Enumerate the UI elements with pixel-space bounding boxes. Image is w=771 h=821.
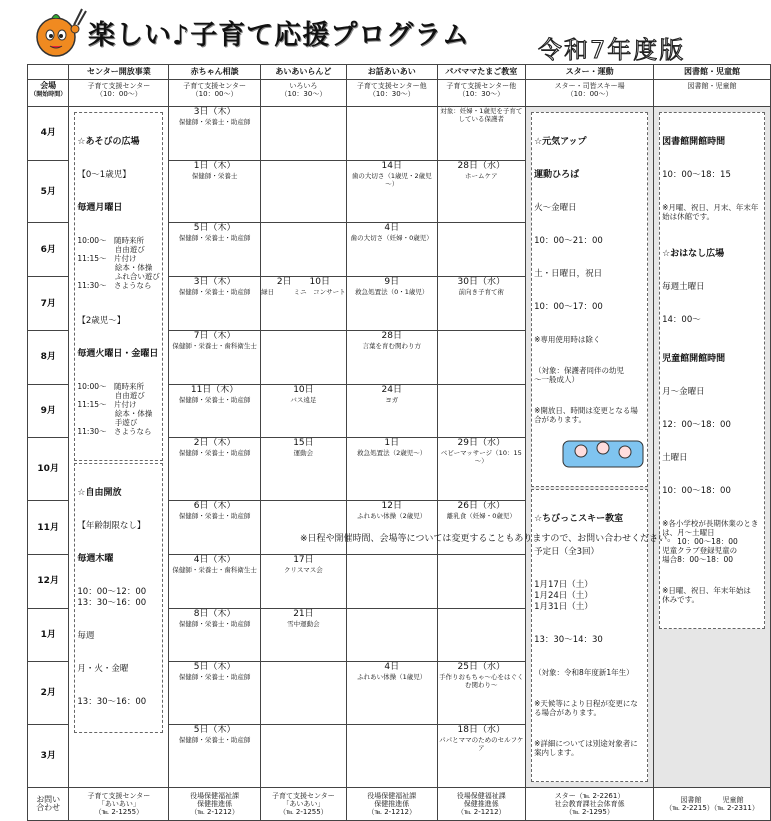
ohanashi-cell — [347, 501, 438, 555]
asobi-age: 【0～1歳児】 — [77, 170, 131, 180]
month-label: 12月 — [28, 554, 69, 608]
star-column — [526, 107, 654, 788]
venue-label-cell — [28, 80, 69, 107]
akachan-cell — [169, 554, 260, 608]
ski-target: （対象：令和8年度新1年生） — [534, 668, 634, 677]
papamama-cell — [437, 725, 526, 788]
col-header: スター・運動 — [526, 65, 654, 80]
akachan-note: 保健師・栄養士・助産師 — [178, 512, 251, 521]
ohanashi-date: 4日 — [384, 662, 400, 673]
akachan-date: 8日（木） — [193, 608, 236, 619]
jidokan-sat-hours: 10：00～18：00 — [662, 486, 731, 496]
akachan-date: 1日（木） — [193, 160, 236, 171]
papamama-note: ホームケア — [465, 171, 498, 180]
aiai-note: バス遠足 — [290, 395, 317, 404]
schedule-table — [27, 64, 771, 821]
papamama-cell — [437, 330, 526, 384]
ohanashi-note: 救急処置法（0・1歳児） — [355, 288, 429, 297]
jidokan-holiday-note: ※各小学校が長期休業のとき は、月～土曜日 10：00～18：00 児童クラブ登録児童の 場合8：00～18：00 — [662, 519, 759, 564]
genki-hours1: 10：00～21：00 — [534, 236, 603, 246]
papamama-date: 26日（水） — [457, 501, 505, 512]
ohanashi-cell — [347, 554, 438, 608]
papamama-cell — [437, 384, 526, 438]
akachan-note: 保健師・栄養士・歯科衛生士 — [172, 341, 257, 350]
aiai-note: 運動会 — [293, 449, 314, 458]
akachan-note: 保健師・栄養士・助産師 — [178, 673, 251, 682]
aiai-cell — [260, 330, 346, 384]
aiai-note: クリスマス会 — [284, 565, 323, 574]
library-hours-title: 図書館開館時間 — [662, 137, 726, 147]
col-header: パパママたまご教室 — [437, 65, 526, 80]
ohanashi-note: ヨガ — [385, 395, 399, 404]
jidokan-sat: 土曜日 — [662, 453, 688, 463]
genki-days2: 土・日曜日，祝日 — [534, 269, 603, 279]
asobi2-age: 【2歳児～】 — [77, 316, 126, 326]
aiai-cell — [260, 160, 346, 223]
akachan-date: 3日（木） — [193, 277, 236, 288]
jidokan-hours-title: 児童館開館時間 — [662, 354, 726, 364]
ohanashi-cell — [347, 107, 438, 161]
akachan-note: 保健師・栄養士・助産師 — [178, 118, 251, 126]
venue-cell: 子育て支援センター他 （10：30～） — [437, 80, 526, 107]
akachan-cell — [169, 501, 260, 555]
aiai-cell — [260, 384, 346, 438]
contact-label: お問い 合わせ — [28, 788, 69, 821]
col-header: センター開放事業 — [69, 65, 169, 80]
library-hours: 10：00～18：15 — [662, 170, 731, 180]
ohanashi-date: 28日 — [381, 330, 402, 341]
ohanashi-cell — [347, 160, 438, 223]
program-title: 楽しい♪子育て応援プログラム — [88, 20, 470, 51]
aiai-note: 雪中運動会 — [287, 619, 320, 628]
akachan-date: 4日（木） — [193, 554, 236, 565]
aiai-cell — [260, 501, 346, 555]
papamama-date: 25日（水） — [457, 662, 505, 673]
month-rows — [28, 107, 771, 788]
free-open-title: ☆自由開放 — [77, 488, 122, 498]
genki-title: ☆元気アップ — [534, 137, 587, 147]
venue-cell: 子育て支援センター （10：00～） — [69, 80, 169, 107]
ohanashi-note: 言葉を育む関わり方 — [362, 341, 421, 350]
genki-change: ※開放日、時間は変更となる場 合があります。 — [534, 406, 638, 424]
ohanashi-date: 12日 — [381, 501, 402, 512]
aiai-note: 緑日 ミニ コンサート — [261, 288, 346, 297]
papamama-note: 離乳食（妊婦・0歳児） — [446, 512, 516, 521]
akachan-cell — [169, 277, 260, 331]
month-label: 6月 — [28, 223, 69, 277]
free-open-day: 毎週木曜 — [77, 554, 114, 564]
akachan-date: 5日（木） — [193, 223, 236, 234]
papamama-cell — [437, 501, 526, 555]
genki-hours2: 10：00～17：00 — [534, 302, 603, 312]
akachan-cell — [169, 438, 260, 501]
ohanashi-hiroba-time: 14：00～ — [662, 315, 701, 325]
ohanashi-date: 9日 — [384, 277, 400, 288]
akachan-date: 7日（木） — [193, 330, 236, 341]
month-label: 1月 — [28, 608, 69, 662]
ohanashi-note: ふれあい体操（2歳児） — [357, 512, 427, 521]
ohanashi-date: 14日 — [381, 160, 402, 171]
aiai-cell — [260, 107, 346, 161]
papamama-cell — [437, 554, 526, 608]
contact-cell: 役場保健福祉課 保健推進係 （℡ 2-1212） — [169, 788, 260, 821]
papamama-note: 前向き子育て術 — [458, 288, 505, 297]
contact-cell: 役場保健福祉課 保健推進係 （℡ 2-1212） — [347, 788, 438, 821]
contact-cell: 役場保健福祉課 保健推進係 （℡ 2-1212） — [437, 788, 526, 821]
month-label: 4月 — [28, 107, 69, 161]
free-open-hours2: 13：30～16：00 — [77, 697, 147, 707]
ohanashi-cell — [347, 384, 438, 438]
papamama-date: 30日（水） — [457, 277, 505, 288]
ohanashi-hiroba-day: 毎週土曜日 — [662, 282, 705, 292]
aiai-cell — [260, 608, 346, 662]
month-label: 5月 — [28, 160, 69, 223]
year-label: 令和7年度版 — [538, 36, 686, 64]
aiai-cell — [260, 554, 346, 608]
venue-cell: スター・司皆スキー場 （10：00～） — [526, 80, 654, 107]
month-row — [28, 107, 771, 161]
akachan-cell — [169, 384, 260, 438]
akachan-date: 6日（木） — [193, 501, 236, 512]
venue-cell: 子育て支援センター （10：00～） — [169, 80, 260, 107]
venue-label: 会場 — [40, 81, 57, 90]
ohanashi-cell — [347, 277, 438, 331]
aiai-cell — [260, 662, 346, 725]
genki-days1: 火～金曜日 — [534, 203, 577, 213]
akachan-note: 保健師・栄養士・助産師 — [178, 288, 251, 297]
papamama-note: ベビーマッサージ（10：15～） — [440, 449, 522, 466]
ski-title: ☆ちびっこスキー教室 — [534, 514, 624, 524]
aiai-date: 10日 — [293, 384, 314, 395]
contact-cell: 子育て支援センター 「あいあい」 （℡ 2-1255） — [69, 788, 169, 821]
akachan-note: 保健師・栄養士・歯科衛生士 — [172, 565, 257, 574]
papamama-note: パパとママのためのセルフケア — [439, 736, 524, 753]
papamama-note: 手作りおもちゃ～心をはぐくむ関わり～ — [439, 673, 524, 690]
library-column — [654, 107, 771, 788]
akachan-date: 5日（木） — [193, 725, 236, 736]
akachan-date: 11日（木） — [190, 384, 239, 395]
asobi-day: 毎週月曜日 — [77, 203, 123, 213]
ohanashi-date: 4日 — [384, 223, 400, 234]
papamama-note: 対象：妊婦・1歳児を子育てしている保護者 — [440, 107, 523, 123]
contact-cell: 子育て支援センター 「あいあい」 （℡ 2-1255） — [260, 788, 346, 821]
akachan-cell — [169, 223, 260, 277]
aiai-cell — [260, 438, 346, 501]
aiai-date: 2日 10日 — [276, 277, 330, 288]
papamama-cell — [437, 107, 526, 161]
library-closed-note: ※月曜、祝日、月末、年末年 始は休館です。 — [662, 203, 759, 221]
venue-sub: （開始時間） — [30, 91, 67, 98]
akachan-note: 保健師・栄養士・助産師 — [178, 619, 251, 628]
ohanashi-cell — [347, 438, 438, 501]
akachan-note: 保健師・栄養士・助産師 — [178, 395, 251, 404]
papamama-cell — [437, 608, 526, 662]
ohanashi-date: 1日 — [384, 438, 400, 449]
asobi-schedule: 10:00～ 随時来所 自由遊び 11:15～ 片付け 絵本・体操 ふれ合い遊び 11:30～ さようなら — [77, 236, 160, 290]
corner-cell — [28, 65, 69, 80]
month-label: 7月 — [28, 277, 69, 331]
akachan-date: 5日（木） — [193, 662, 236, 673]
ohanashi-hiroba-title: ☆おはなし広場 — [662, 249, 725, 259]
akachan-note: 保健師・栄養士 — [191, 171, 238, 180]
free-open-every: 毎週 — [77, 631, 95, 641]
ohanashi-cell — [347, 662, 438, 725]
month-label: 2月 — [28, 662, 69, 725]
venue-cell: 子育て支援センター他 （10：30～） — [347, 80, 438, 107]
aiai-date: 17日 — [293, 554, 314, 565]
papamama-cell — [437, 438, 526, 501]
genki-note: ※専用使用時は除く — [534, 335, 601, 344]
ohanashi-note: 歯の大切さ（1歳児・2歳児～） — [351, 171, 432, 188]
ski-hours: 13：30～14：30 — [534, 635, 603, 645]
ohanashi-cell — [347, 608, 438, 662]
ohanashi-note: ふれあい体操（1歳児） — [357, 673, 427, 682]
papamama-date: 28日（水） — [457, 160, 505, 171]
free-open-age: 【年齢制限なし】 — [77, 521, 146, 531]
venue-cell: いろいろ （10：30～） — [260, 80, 346, 107]
asobi2-day: 毎週火曜日・金曜日 — [77, 349, 159, 359]
center-open-column — [69, 107, 169, 788]
month-label: 3月 — [28, 725, 69, 788]
month-label: 11月 — [28, 501, 69, 555]
akachan-cell — [169, 107, 260, 161]
col-header: お話あいあい — [347, 65, 438, 80]
contact-cell: 図書館 児童館 （℡ 2-2215）（℡ 2-2311） — [654, 788, 771, 821]
papamama-cell — [437, 662, 526, 725]
ohanashi-date: 24日 — [381, 384, 402, 395]
aiai-date: 21日 — [293, 608, 314, 619]
ski-dates-label: 予定日（全3回） — [534, 547, 599, 557]
aiai-cell — [260, 725, 346, 788]
ski-weather-note: ※天候等により日程が変更にな る場合があります。 — [534, 699, 638, 717]
col-header: 図書館・児童館 — [654, 65, 771, 80]
akachan-cell — [169, 662, 260, 725]
papamama-date: 29日（水） — [457, 438, 505, 449]
pool-children-illustration — [561, 435, 645, 469]
ohanashi-note: 救急処置法（2歳児～） — [357, 449, 427, 458]
papamama-cell — [437, 277, 526, 331]
akachan-date: 2日（木） — [193, 438, 236, 449]
col-header: あいあいらんど — [260, 65, 346, 80]
contact-cell: スター（℡ 2-2261） 社会教育課社会体育係 （℡ 2-1295） — [526, 788, 654, 821]
akachan-note: 保健師・栄養士・助産師 — [178, 234, 251, 243]
asobi2-schedule: 10:00～ 随時来所 自由遊び 11:15～ 片付け 絵本・体操 手遊び 11:30～ さようなら — [77, 382, 153, 436]
akachan-note: 保健師・栄養士・助産師 — [178, 736, 251, 745]
footnote: ※日程や開催時間、会場等については変更することもありますので、お問い合わせください。 — [300, 534, 677, 544]
akachan-cell — [169, 160, 260, 223]
akachan-cell — [169, 608, 260, 662]
month-label: 10月 — [28, 438, 69, 501]
papamama-cell — [437, 223, 526, 277]
jidokan-weekday: 月～金曜日 — [662, 387, 705, 397]
asobi-title: ☆あそびの広場 — [77, 137, 140, 147]
aiai-cell — [260, 223, 346, 277]
jidokan-weekday-hours: 12：00～18：00 — [662, 420, 731, 430]
papamama-date: 18日（水） — [457, 725, 505, 736]
free-open-hours: 10：00～12：00 13：30～16：00 — [77, 587, 147, 608]
ski-detail-note: ※詳細については別途対象者に 案内します。 — [534, 739, 638, 757]
akachan-date: 3日（木） — [193, 107, 236, 117]
col-header: 赤ちゃん相談 — [169, 65, 260, 80]
aiai-date: 15日 — [293, 438, 314, 449]
jidokan-closed-note: ※日曜、祝日、年末年始は 休みです。 — [662, 586, 751, 604]
genki-target: （対象：保護者同伴の幼児 ～一般成人） — [534, 366, 625, 384]
akachan-cell — [169, 725, 260, 788]
free-open-days2: 月・火・金曜 — [77, 664, 129, 674]
venue-cell: 図書館・児童館 — [654, 80, 771, 107]
genki-sub: 運動ひろば — [534, 170, 580, 180]
month-label: 9月 — [28, 384, 69, 438]
akachan-note: 保健師・栄養士・助産師 — [178, 449, 251, 458]
ski-dates: 1月17日（土） 1月24日（土） 1月31日（土） — [534, 580, 593, 612]
aiai-cell — [260, 277, 346, 331]
ohanashi-cell — [347, 330, 438, 384]
month-label: 8月 — [28, 330, 69, 384]
ohanashi-cell — [347, 223, 438, 277]
papamama-cell — [437, 160, 526, 223]
ohanashi-cell — [347, 725, 438, 788]
mascot-illustration — [30, 5, 90, 61]
akachan-cell — [169, 330, 260, 384]
ohanashi-note: 歯の大切さ（妊婦・0歳児） — [350, 234, 433, 243]
